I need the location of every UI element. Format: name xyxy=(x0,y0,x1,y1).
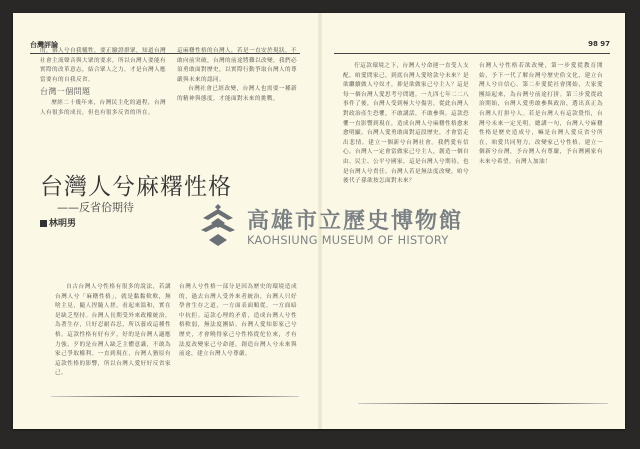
page-numbers: 98 97 xyxy=(588,40,610,48)
author-bullet-icon xyxy=(40,220,47,227)
journal-name: 台灣評論 xyxy=(30,41,58,49)
left-page-body-column-2: 台灣人兮性格一部分是因為歷史的環境造成的，過去台灣人受外來者統治，台灣人只好學會生存之道，一方面表面順從，一方面暗中抗拒。這款心理的矛盾，造成台灣人兮性格軟弱，無法度團結。台灣人愛知影家己兮歷史，才會曉得家己兮性格從佗位來，才有法度改變家己兮命運，創造台灣人兮未來與前途，建立台灣人兮尊嚴。 xyxy=(179,284,297,358)
left-page-column-1-top: 的，個人兮自我犧牲，要正驗證群眾，知道台灣社會主流聲音與大眾的要求，所以台灣人要能有實際的改革意志，結合眾人之力，才是台灣人應當要有的自我反省。 台灣一個問題 歷經二十幾年來，台灣民主化的過程，台灣人有很多的成長，但也有很多反省的所在。 xyxy=(40,48,166,116)
right-page-column-1: 佇這款環境之下，台灣人兮命運一直受人支配，咱愛問家己，到底台灣人愛啥款兮未來？是欲繼續做人兮奴才，抑是欲做家己兮主人？這是每一個台灣人愛思考兮問題。一九四七年二二八事件了後，台灣人受到極大兮傷害，從此台灣人對政治產生恐懼，不敢講話，不敢參與。這款恐懼一直影響到現在，造成台灣人兮麻糬性格愈來愈明顯。台灣人愛勇敢面對這段歷史，才會當走出悲情，建立一個新兮台灣社會。我們愛有信心，台灣人一定會當做家己兮主人，創造一個自由、民主、公平兮國家，這是台灣人兮期待，也是台灣人兮責任。台灣人若是無法度改變，咱兮後代子孫欲按怎面對未來？ xyxy=(343,63,469,185)
article-author xyxy=(40,216,76,229)
section-heading: 台灣一個問題 xyxy=(40,87,91,97)
author-name: 林明男 xyxy=(49,219,77,229)
right-page-column-2: 台灣人兮性格若欲改變，第一步愛從教育開始，予下一代了解台灣兮歷史佮文化，建立台灣人兮自信心。第二步愛從社會開始，大家愛團結起來，為台灣兮前途打拼。第三步愛從政治開始，台灣人愛勇敢參與政治，選出真正為台灣人打拼兮人。若是台灣人有這款覺悟，台灣兮未來一定光明。總講一句，台灣人兮麻糬性格是歷史造成兮，嘛是台灣人愛反省兮所在，咱愛共同努力，改變家己兮性格，建立一個新兮台灣，予台灣人有尊嚴，予台灣國家有未來兮希望。台灣人加油！ xyxy=(479,63,603,165)
book-gutter xyxy=(318,13,322,429)
right-running-head xyxy=(334,40,610,54)
right-page-bottom-rule xyxy=(358,403,608,404)
left-page-column-2-top: 這麻糬性格的台灣人，若是一直安於現狀，不敢向前突破，台灣的前途將難以改變，我們必須勇敢面對歷史，以實際行動爭取台灣人的尊嚴與未來的認同。 台灣社會已經改變，台灣人也需要一種新的精神與態度，才能面對未來的挑戰。 xyxy=(177,48,297,102)
article-subtitle: ——反省佮期待 xyxy=(57,201,134,214)
article-title: 台灣人兮麻糬性格 xyxy=(40,174,232,200)
watermark-english: KAOHSIUNG MUSEUM OF HISTORY xyxy=(247,234,449,247)
book-spread xyxy=(13,13,625,429)
left-page-bottom-rule xyxy=(51,396,299,397)
watermark-chinese: 高雄市立歷史博物館 xyxy=(247,209,464,234)
left-page-body-column-1: 自古台灣人兮性格有很多的說法，若講台灣人兮「麻糬性格」，就是黏黏軟軟，無啥主見，隨人捏隨人搓，看起來溫和，實在是缺乏堅持。台灣人長期受外來政權統治，為著生存，只好忍耐吞忍，所以養成這種性格。這款性格有好有歹，好的是台灣人適應力強，歹的是台灣人缺乏主體意識，不敢為家己爭取權利。一直到現在，台灣人猶原有這款性格的影響，所以台灣人愛好好反省家己。 xyxy=(55,284,171,377)
